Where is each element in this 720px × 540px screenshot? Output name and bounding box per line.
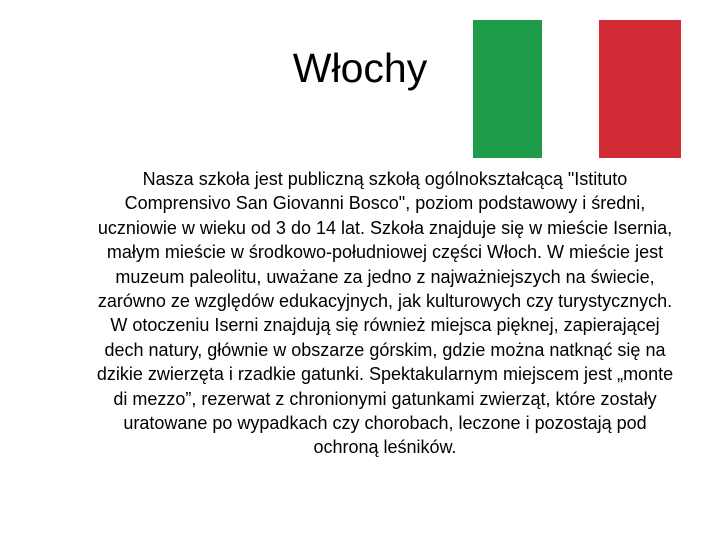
- flag-red-stripe: [599, 20, 681, 158]
- flag-green-stripe: [473, 20, 542, 158]
- slide-title: Włochy: [292, 45, 428, 91]
- italy-flag-image: [473, 20, 707, 158]
- slide-body-text: Nasza szkoła jest publiczną szkołą ogólnokształcącą "Istituto Comprensivo San Giovanni Bosco", poziom podstawowy i średni, uczniowie w wieku od 3 do 14 lat. Szkoła znajduje się w mieście Isernia, małym mieście w środkowo-południowej części Włoch. W mieście jest muzeum paleolitu, uważane za jedno z najważniejszych na świecie, zarówno ze względów edukacyjnych, jak kulturowych czy turystycznych. W otoczeniu Iserni znajdują się również miejsca pięknej, zapierającej dech natury, głównie w obszarze górskim, gdzie można natknąć się na dzikie zwierzęta i rzadkie gatunki. Spektakularnym miejscem jest „monte di mezzo”, rezerwat z chronionymi gatunkami zwierząt, które zostały uratowane po wypadkach czy chorobach, leczone i pozostają pod ochroną leśników.: [96, 169, 674, 458]
- flag-white-stripe: [542, 20, 599, 158]
